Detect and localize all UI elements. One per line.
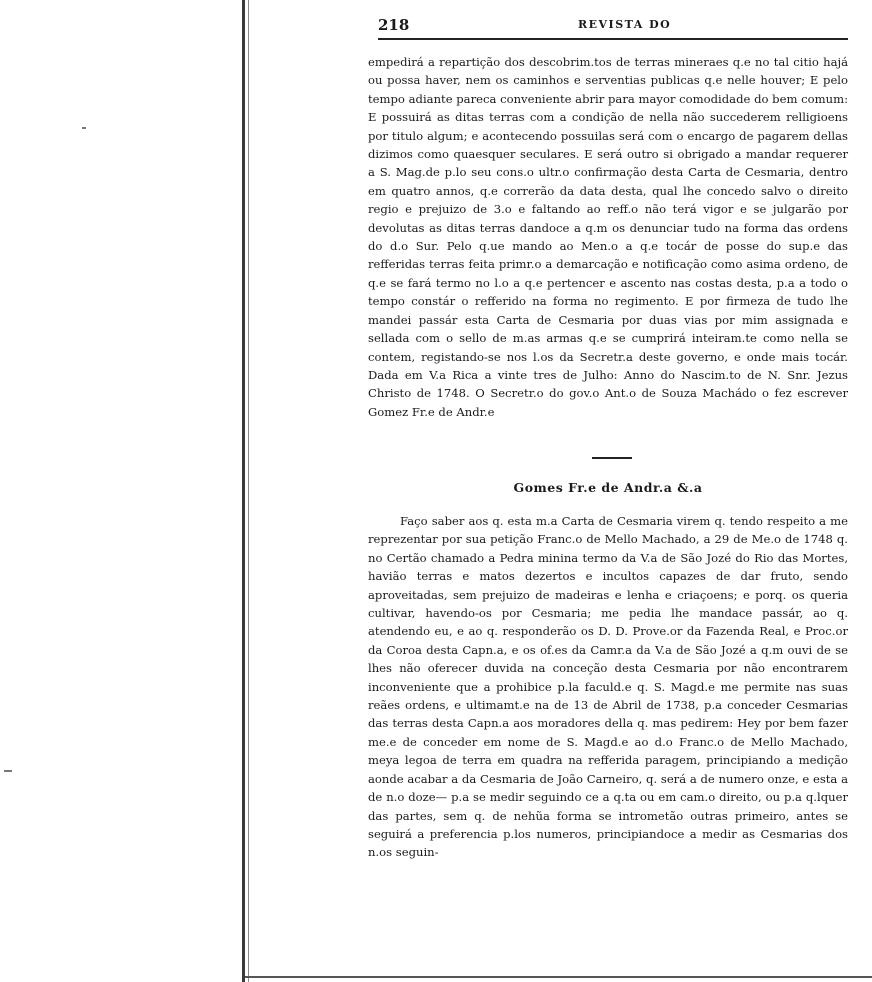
running-head: REVISTA DO bbox=[578, 18, 672, 31]
paragraph: empedirá a repartição dos descobrim.tos de terras mineraes q.e no tal citio hajá ou possa haver, nem os caminhos e serventias publicas q.e nelle houver; E pelo tempo adiante pareca conveniente abrir para mayor comodidade do bem comum: E possuirá as ditas terras com a condição de nella não succederem relligioens por titulo algum; e acontecendo possuilas será com o encargo de pagarem dellas dizimos como quaesquer seculares. E será outro si obrigado a mandar requerer a S. Mag.de p.lo seu cons.o ultr.o confirmação desta Carta de Cesmaria, dentro em quatro annos, q.e correrão da data desta, qual lhe concedo salvo o direito regio e prejuizo de 3.o e faltando ao reff.o não terá vigor e se julgarão por devolutas as ditas terras dandoce a q.m os denunciar tudo na forma das ordens do d.o Sur. Pelo q.ue mando ao Men.o a q.e tocár de posse do sup.e das refferidas terras feita primr.o a demarcação e notificação como asima ordeno, de q.e se fará termo no l.o a q.e pertencer e ascento nas costas desta, p.a a todo o tempo constár o refferido na forma no regimento. E por firmeza de tudo lhe mandei passár esta Carta de Cesmaria por duas vias por mim assignada e sellada com o sello de m.as armas q.e se cumprirá inteiram.te como nella se contem, registando-se nos l.os da Secretr.a deste governo, e onde mais tocár. Dada em V.a Rica a vinte tres de Julho: Anno do Nascim.to de N. Snr. Jezus Christo de 1748. O Secretr.o do gov.o Ant.o de Souza Machádo o fez escrever Gomez Fr.e de Andr.e bbox=[368, 55, 848, 419]
page-header bbox=[378, 14, 846, 36]
section-heading: Gomes Fr.e de Andr.a &.a bbox=[513, 480, 703, 495]
page-number: 218 bbox=[378, 16, 410, 34]
continued-text-block bbox=[368, 53, 848, 421]
book-gutter-shadow bbox=[242, 0, 245, 982]
book-gutter-edge bbox=[248, 0, 249, 982]
charter-text-block bbox=[368, 512, 848, 862]
paragraph: Faço saber aos q. esta m.a Carta de Cesmaria virem q. tendo respeito a me reprezentar por sua petição Franc.o de Mello Machado, a 29 de Me.o de 1748 q. no Certão chamado a Pedra minina termo da V.a de São Jozé do Rio das Mortes, havião terras e matos dezertos e incultos capazes de dar fruto, sendo aproveitadas, sem prejuizo de madeiras e lenha e criaçoens; e porq. os queria cultivar, havendo-os por Cesmaria; me pedia lhe mandace passár, ao q. atendendo eu, e ao q. responderão os D. D. Prove.or da Fazenda Real, e Proc.or da Coroa desta Capn.a, e os of.es da Camr.a da V.a de São Jozé a q.m ouvi de se lhes não oferecer duvida na conceção desta Cesmaria por não encontrarem inconveniente que a prohibice p.la faculd.e q. S. Magd.e me permite nas suas reães ordens, e ultimamt.e na de 13 de Abril de 1738, p.a conceder Cesmarias das terras desta Capn.a aos moradores della q. mas pedirem: Hey por bem fazer me.e de conceder em nome de S. Magd.e ao d.o Franc.o de Mello Machado, meya legoa de terra em quadra na refferida paragem, principiando a medição aonde acabar a da Cesmaria de João Carneiro, q. será a de numero onze, e esta a de n.o doze— p.a se medir seguindo ce a q.ta ou em cam.o direito, ou p.a q.lquer das partes, sem q. de nehũa forma se intrometão outras primeiro, antes se seguirá a preferencia p.los numeros, principiandoce a medir as Cesmarias dos n.os seguin- bbox=[368, 514, 848, 860]
page-bottom-edge bbox=[245, 976, 872, 978]
section-separator bbox=[592, 457, 632, 459]
header-rule bbox=[378, 38, 848, 40]
scan-speck bbox=[4, 770, 12, 772]
scan-speck bbox=[82, 127, 86, 129]
